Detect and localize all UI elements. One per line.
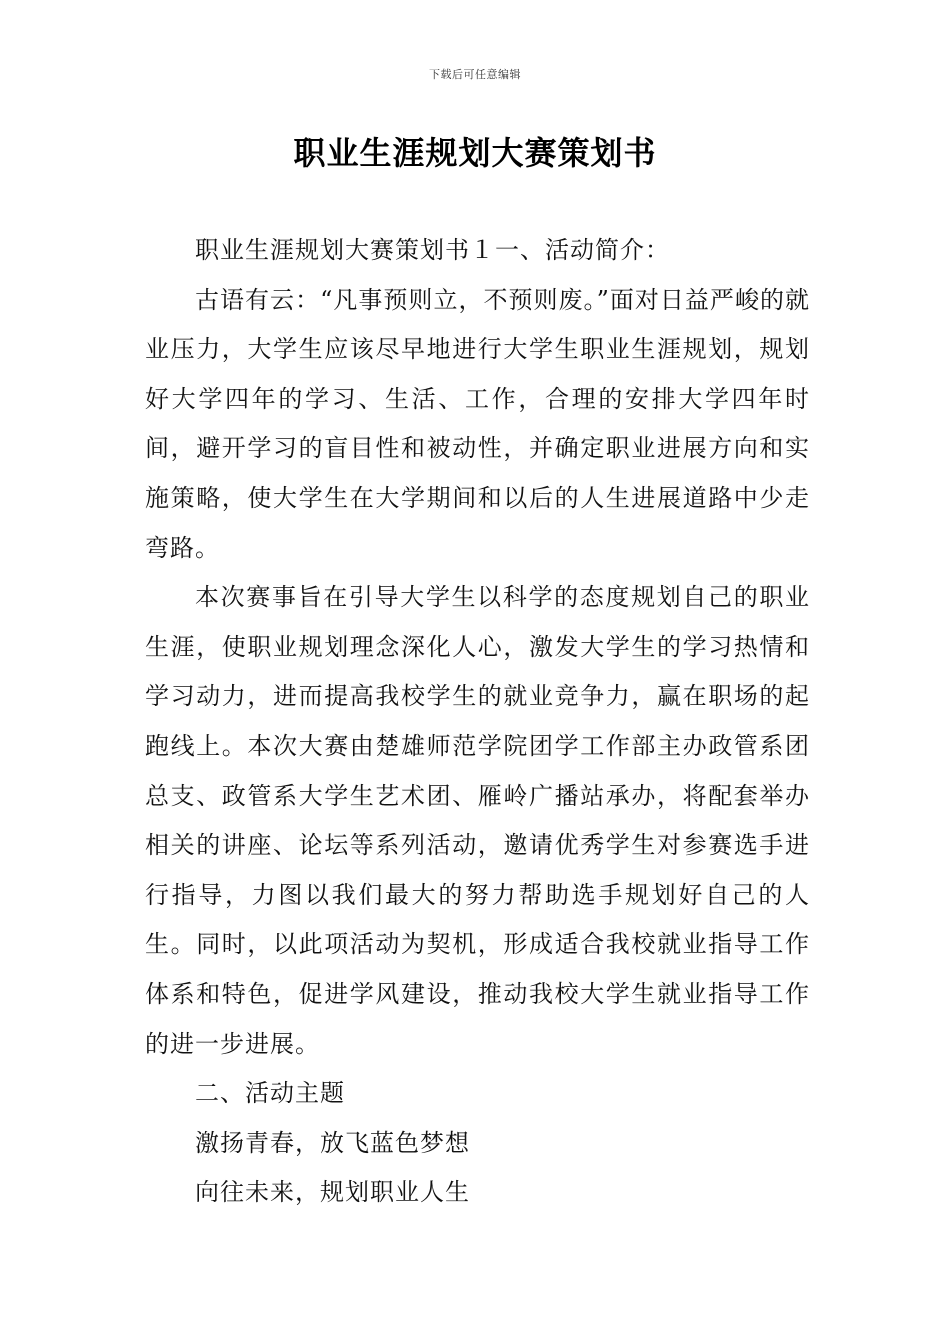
- paragraph-event-purpose: 本次赛事旨在引导大学生以科学的态度规划自己的职业生涯，使职业规划理念深化人心，激发大学生的学习热情和学习动力，进而提高我校学生的就业竞争力，赢在职场的起跑线上。本次大赛由楚雄师范学院团学工作部主办政管系团总支、政管系大学生艺术团、雁岭广播站承办，将配套举办相关的讲座、论坛等系列活动，邀请优秀学生对参赛选手进行指导，力图以我们最大的努力帮助选手规划好自己的人生。同时，以此项活动为契机，形成适合我校就业指导工作体系和特色，促进学风建设，推动我校大学生就业指导工作的进一步进展。: [145, 583, 810, 1058]
- document-title: 职业生涯规划大赛策划书: [293, 134, 657, 172]
- header-note: 下载后可任意编辑: [429, 68, 521, 81]
- paragraph-theme-heading: 二、活动主题: [195, 1079, 345, 1108]
- paragraph-theme-line-2: 向往未来，规划职业人生: [195, 1178, 470, 1207]
- paragraph-proverb: 古语有云：“凡事预则立，不预则废。”面对日益严峻的就业压力，大学生应该尽早地进行大学生职业生涯规划，规划好大学四年的学习、生活、工作，合理的安排大学四年时间，避开学习的盲目性和被动性，并确定职业进展方向和实施策略，使大学生在大学期间和以后的人生进展道路中少走弯路。: [145, 285, 810, 562]
- paragraph-intro-heading: 职业生涯规划大赛策划书１一、活动简介：: [195, 236, 670, 264]
- paragraph-theme-line-1: 激扬青春，放飞蓝色梦想: [195, 1128, 470, 1157]
- document-body: [145, 226, 810, 1218]
